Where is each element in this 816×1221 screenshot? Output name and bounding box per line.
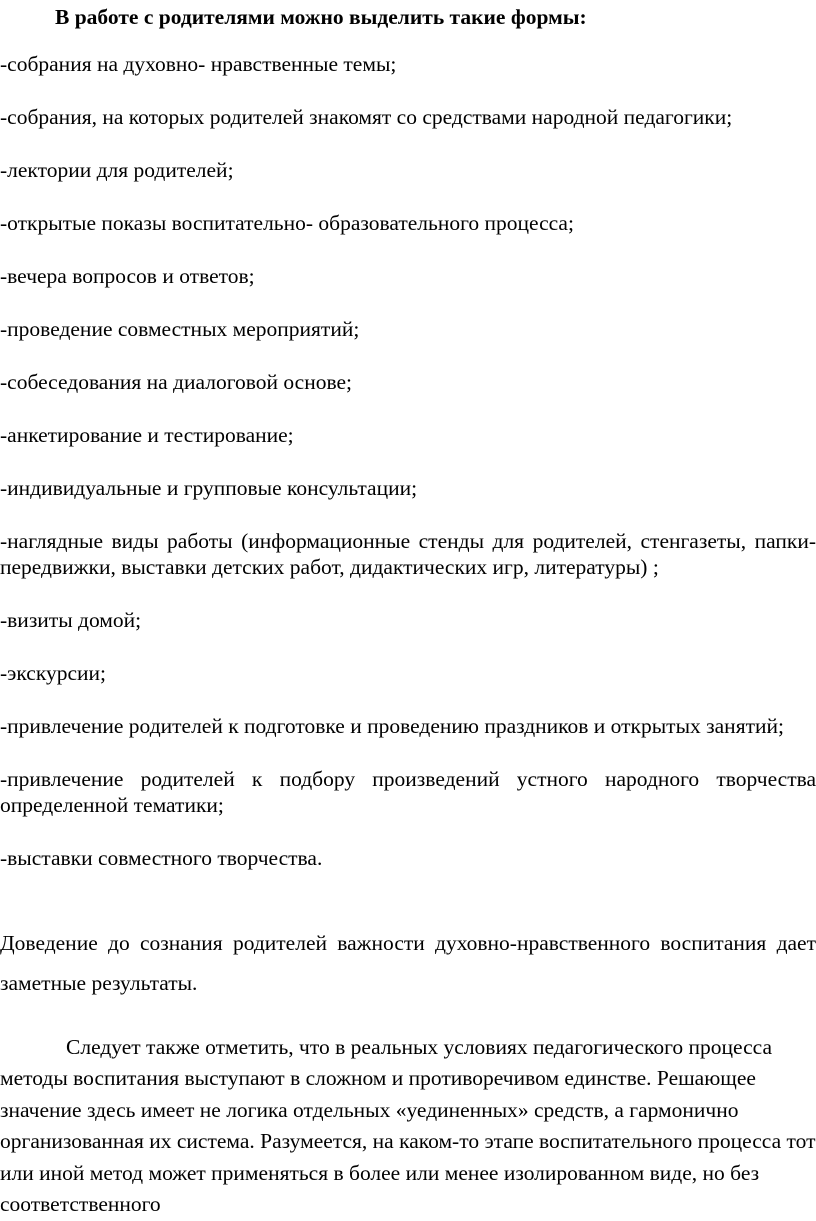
list-item: -привлечение родителей к подбору произведений устного народного творчества определенной тематики; xyxy=(0,767,816,817)
list-item: -индивидуальные и групповые консультации; xyxy=(0,476,418,500)
list-item: -открытые показы воспитательно- образовательного процесса; xyxy=(0,211,574,235)
list-item: -выставки совместного творчества. xyxy=(0,846,323,870)
section-heading: В работе с родителями можно выделить такие формы: xyxy=(55,5,587,29)
list-item: -проведение совместных мероприятий; xyxy=(0,317,360,341)
list-item: -собеседования на диалоговой основе; xyxy=(0,370,352,394)
list-item: -экскурсии; xyxy=(0,661,107,685)
body-paragraph: Следует также отметить, что в реальных условиях педагогического процесса методы воспитания выступают в сложном и противоречивом единстве. Решающее значение здесь имеет не логика отдельных «уединенных» средств, а гармонично организованная их система. Разумеется, на каком-то этапе воспитательного процесса тот или иной метод может применяться в более или менее изолированном виде, но без соответственного xyxy=(0,1034,816,1216)
list-item: -анкетирование и тестирование; xyxy=(0,423,294,447)
list-item: -визиты домой; xyxy=(0,608,142,632)
list-item: -вечера вопросов и ответов; xyxy=(0,264,255,288)
list-item: -привлечение родителей к подготовке и проведению праздников и открытых занятий; xyxy=(0,714,784,738)
list-item: -лектории для родителей; xyxy=(0,158,234,182)
forms-list xyxy=(0,51,816,898)
list-item: -собрания, на которых родителей знакомят со средствами народной педагогики; xyxy=(0,105,733,129)
list-item: -наглядные виды работы (информационные стенды для родителей, стенгазеты, папки-передвижки, выставки детских работ, дидактических игр, литературы) ; xyxy=(0,529,816,579)
list-item: -собрания на духовно- нравственные темы; xyxy=(0,52,397,76)
closing-statement: Доведение до сознания родителей важности духовно-нравственного воспитания дает заметные результаты. xyxy=(0,930,816,995)
